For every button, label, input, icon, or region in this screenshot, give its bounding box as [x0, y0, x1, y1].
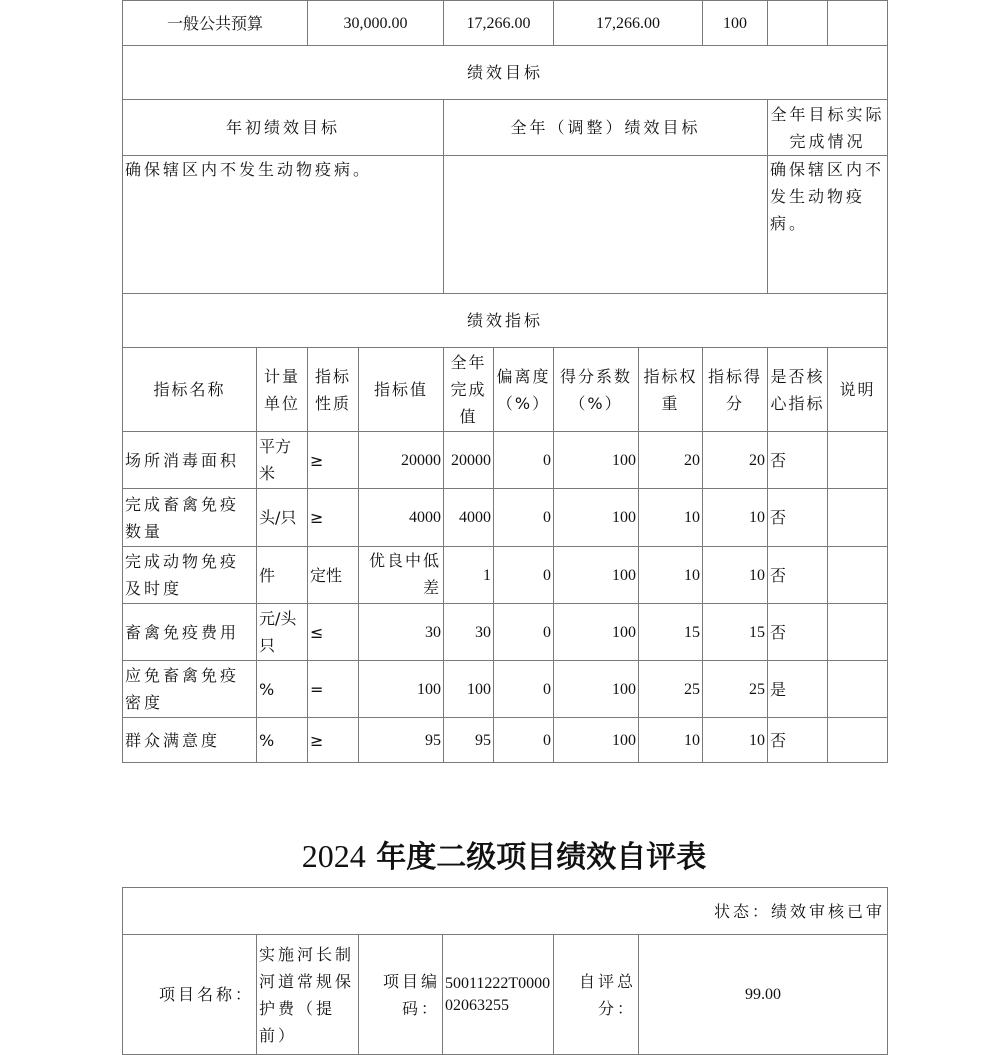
indicator-deviation: 0 — [494, 661, 554, 718]
budget-value-5 — [768, 1, 828, 46]
indicator-target: 20000 — [359, 432, 444, 489]
table-row — [123, 489, 888, 547]
goals-section-row — [123, 46, 888, 100]
indicator-deviation: 0 — [494, 547, 554, 604]
table-row — [123, 604, 888, 661]
indicator-core: 否 — [768, 604, 828, 661]
goals-header-adjusted: 全年（调整）绩效目标 — [444, 100, 768, 156]
indicator-unit: 元/头只 — [257, 604, 308, 661]
indicators-section-title: 绩效指标 — [123, 294, 888, 348]
indicator-note — [828, 432, 888, 489]
col-header-coef: 得分系数（%） — [554, 348, 639, 432]
indicator-core: 否 — [768, 718, 828, 763]
goals-header-actual: 全年目标实际完成情况 — [768, 100, 888, 156]
col-header-weight: 指标权重 — [639, 348, 703, 432]
indicator-unit: 头/只 — [257, 489, 308, 547]
indicator-deviation: 0 — [494, 432, 554, 489]
indicator-note — [828, 661, 888, 718]
indicator-coef: 100 — [554, 604, 639, 661]
goals-content-row — [123, 156, 888, 294]
goal-initial-text: 确保辖区内不发生动物疫病。 — [123, 156, 444, 294]
indicator-note — [828, 718, 888, 763]
indicator-weight: 10 — [639, 718, 703, 763]
col-header-actual: 全年完成值 — [444, 348, 494, 432]
indicator-score: 10 — [703, 547, 768, 604]
status-row — [123, 888, 888, 935]
col-header-nature: 指标性质 — [308, 348, 359, 432]
table-row — [123, 718, 888, 763]
self-score-value: 99.00 — [639, 935, 888, 1055]
indicator-deviation: 0 — [494, 604, 554, 661]
indicator-name: 应免畜禽免疫密度 — [123, 661, 257, 718]
indicator-score: 10 — [703, 718, 768, 763]
project-info-row — [123, 935, 888, 1055]
project-name-label: 项目名称： — [123, 935, 257, 1055]
goals-header-row — [123, 100, 888, 156]
indicator-core: 是 — [768, 661, 828, 718]
indicators-header-row — [123, 348, 888, 432]
indicator-core: 否 — [768, 489, 828, 547]
indicator-core: 否 — [768, 432, 828, 489]
goal-actual-text: 确保辖区内不发生动物疫病。 — [768, 156, 888, 294]
table-row — [123, 661, 888, 718]
self-evaluation-table — [122, 887, 888, 1055]
project-code-value: 50011222T000002063255 — [443, 935, 554, 1055]
indicator-unit: % — [257, 661, 308, 718]
indicator-nature: ≥ — [308, 718, 359, 763]
col-header-target: 指标值 — [359, 348, 444, 432]
indicator-nature: ≤ — [308, 604, 359, 661]
indicator-nature: ≥ — [308, 432, 359, 489]
indicator-weight: 10 — [639, 489, 703, 547]
indicator-score: 25 — [703, 661, 768, 718]
indicator-name: 完成畜禽免疫数量 — [123, 489, 257, 547]
indicator-coef: 100 — [554, 489, 639, 547]
project-name-value: 实施河长制河道常规保护费（提前） — [257, 935, 359, 1055]
indicator-coef: 100 — [554, 547, 639, 604]
form-title — [0, 832, 1000, 876]
indicator-core: 否 — [768, 547, 828, 604]
goal-adjusted-text — [444, 156, 768, 294]
budget-label: 一般公共预算 — [123, 1, 308, 46]
col-header-note: 说明 — [828, 348, 888, 432]
goals-header-initial: 年初绩效目标 — [123, 100, 444, 156]
indicator-unit: 件 — [257, 547, 308, 604]
indicator-note — [828, 489, 888, 547]
indicator-name: 畜禽免疫费用 — [123, 604, 257, 661]
budget-and-indicators-table — [122, 0, 888, 763]
budget-value-1: 30,000.00 — [308, 1, 444, 46]
indicator-target: 95 — [359, 718, 444, 763]
col-header-unit: 计量单位 — [257, 348, 308, 432]
budget-row — [123, 1, 888, 46]
col-header-score: 指标得分 — [703, 348, 768, 432]
indicator-name: 群众满意度 — [123, 718, 257, 763]
indicator-coef: 100 — [554, 718, 639, 763]
col-header-deviation: 偏离度（%） — [494, 348, 554, 432]
indicator-actual: 4000 — [444, 489, 494, 547]
project-code-label: 项目编码： — [359, 935, 443, 1055]
indicator-weight: 15 — [639, 604, 703, 661]
indicator-weight: 25 — [639, 661, 703, 718]
indicator-score: 10 — [703, 489, 768, 547]
indicator-coef: 100 — [554, 432, 639, 489]
indicators-section-row — [123, 294, 888, 348]
indicator-coef: 100 — [554, 661, 639, 718]
table-row — [123, 432, 888, 489]
indicator-actual: 95 — [444, 718, 494, 763]
status-text: 状态：绩效审核已审 — [123, 888, 888, 935]
budget-value-6 — [828, 1, 888, 46]
budget-value-3: 17,266.00 — [554, 1, 703, 46]
indicator-target: 优良中低差 — [359, 547, 444, 604]
indicator-score: 20 — [703, 432, 768, 489]
indicator-actual: 20000 — [444, 432, 494, 489]
indicator-target: 100 — [359, 661, 444, 718]
indicator-note — [828, 604, 888, 661]
indicator-actual: 30 — [444, 604, 494, 661]
indicator-name: 完成动物免疫及时度 — [123, 547, 257, 604]
indicator-nature: = — [308, 661, 359, 718]
indicator-nature: ≥ — [308, 489, 359, 547]
form-title-text: 年度二级项目绩效自评表 — [376, 840, 707, 875]
indicator-unit: 平方米 — [257, 432, 308, 489]
indicator-weight: 20 — [639, 432, 703, 489]
table-row — [123, 547, 888, 604]
indicator-weight: 10 — [639, 547, 703, 604]
indicator-target: 30 — [359, 604, 444, 661]
indicator-target: 4000 — [359, 489, 444, 547]
indicator-deviation: 0 — [494, 718, 554, 763]
indicator-score: 15 — [703, 604, 768, 661]
goals-section-title: 绩效目标 — [123, 46, 888, 100]
indicator-unit: % — [257, 718, 308, 763]
indicator-actual: 1 — [444, 547, 494, 604]
budget-value-4: 100 — [703, 1, 768, 46]
indicators-body — [123, 432, 888, 763]
indicator-nature: 定性 — [308, 547, 359, 604]
indicator-actual: 100 — [444, 661, 494, 718]
col-header-core: 是否核心指标 — [768, 348, 828, 432]
form-title-year: 2024 — [301, 838, 366, 874]
indicator-name: 场所消毒面积 — [123, 432, 257, 489]
budget-value-2: 17,266.00 — [444, 1, 554, 46]
self-score-label: 自评总分： — [554, 935, 639, 1055]
indicator-deviation: 0 — [494, 489, 554, 547]
indicator-note — [828, 547, 888, 604]
col-header-name: 指标名称 — [123, 348, 257, 432]
